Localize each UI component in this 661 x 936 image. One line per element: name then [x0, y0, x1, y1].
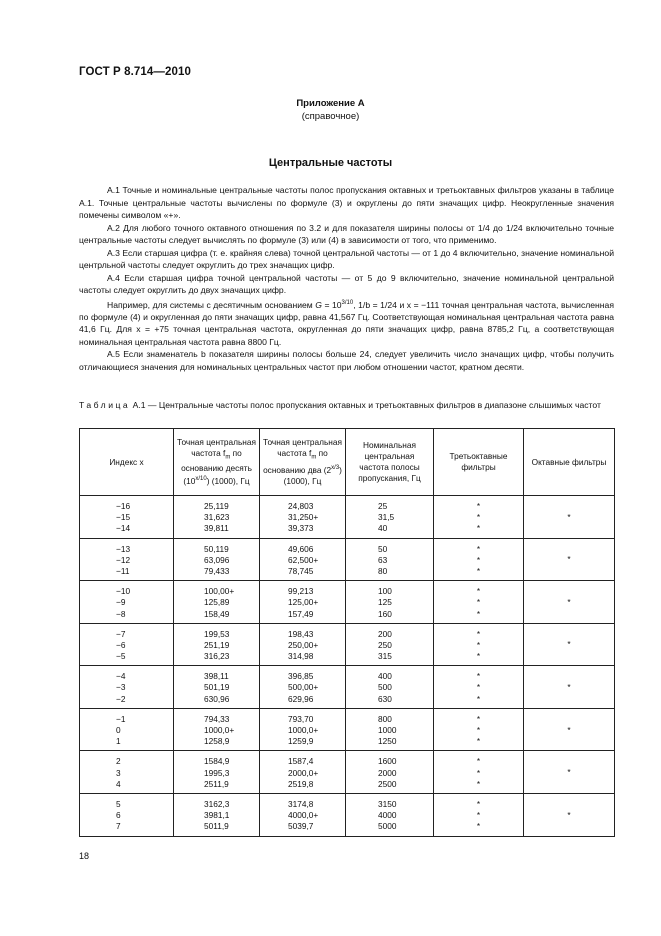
nominal-cell-value: 3150	[378, 798, 397, 809]
base2-cell-value: 78,745	[288, 565, 314, 576]
third-octave-cell-value: *	[476, 671, 481, 682]
nominal-cell-value: 1250	[378, 736, 397, 747]
base10-cell	[174, 708, 260, 751]
third-octave-cell	[434, 793, 524, 836]
third-octave-cell	[434, 581, 524, 624]
base2-cell-value: 49,606	[288, 543, 314, 554]
header-base10: Точная центральная частота $f_m$ по основанию десять $(10^{x/10})$ (1000), Гц	[174, 429, 260, 496]
base2-cell-value: 198,43	[288, 628, 314, 639]
third-octave-cell-value: *	[476, 682, 481, 693]
table-body	[80, 496, 615, 837]
third-octave-cell-value: *	[476, 713, 481, 724]
nominal-cell-value: 160	[378, 608, 392, 619]
index-cell-value: 0	[116, 725, 121, 735]
annex-type: (справочное)	[301, 111, 360, 122]
third-octave-cell	[434, 538, 524, 581]
nominal-cell-value: 1000	[378, 725, 397, 735]
index-cell-value: −13	[116, 543, 131, 554]
base2-cell-value: 500,00+	[288, 682, 319, 693]
nominal-cell-value: 400	[378, 671, 392, 682]
index-cell-value: −16	[116, 501, 131, 511]
octave-cell: *	[524, 623, 615, 666]
base10-cell-value: 63,096	[204, 554, 230, 565]
nominal-cell-value: 200	[378, 628, 392, 639]
third-octave-cell-value: *	[476, 639, 481, 650]
nominal-cell	[346, 708, 434, 751]
base10-cell-value: 794,33	[204, 713, 230, 724]
base10-cell	[174, 793, 260, 836]
nominal-cell-value: 125	[378, 597, 392, 608]
nominal-cell	[346, 793, 434, 836]
index-cell-value: −15	[116, 512, 131, 523]
index-cell-value: −7	[116, 628, 126, 639]
table-row	[80, 751, 615, 794]
octave-cell: *	[524, 751, 615, 794]
annex-title: Приложение А	[296, 98, 365, 109]
third-octave-cell	[434, 623, 524, 666]
base2-cell	[260, 623, 346, 666]
third-octave-cell	[434, 666, 524, 709]
third-octave-cell-value: *	[476, 565, 481, 576]
base2-cell-value: 4000,0+	[288, 810, 319, 821]
octave-cell: *	[524, 496, 615, 539]
index-cell-value: −11	[116, 565, 130, 576]
base10-cell-value: 501,19	[204, 682, 230, 693]
base2-cell-value: 39,373	[288, 523, 314, 534]
body-text	[79, 184, 614, 373]
third-octave-cell-value: *	[476, 608, 481, 619]
index-cell-value: 3	[116, 767, 121, 778]
base10-cell-value: 3162,3	[204, 798, 230, 809]
octave-cell: *	[524, 793, 615, 836]
base2-cell-value: 2000,0+	[288, 767, 319, 778]
base10-cell	[174, 496, 260, 539]
index-cell-value: −14	[116, 523, 131, 534]
base10-cell-value: 79,433	[204, 565, 230, 576]
paragraph-example: Например, для системы с десятичным основанием $G = 10^{3/10}$, 1/b = 1/24 и x = −111 точная центральная частота, вычисленная по формуле (4) и округленная до пяти значащих цифр, равна 41,567 Гц. Соответствующая номинальная центральная частота равна 41,6 Гц. Для x = +75 точная центральная частота, округленная до пяти значащих цифр, равна 8785,2 Гц, а соответствующая номинальная центральная частота равна 8800 Гц.	[79, 299, 614, 347]
base2-cell-value: 1587,4	[288, 756, 314, 767]
paragraph-a3: А.3 Если старшая цифра (т. е. крайняя слева) точной центральной частоты — от 1 до 4 включительно, значение номинальной центрльной частоты следует округлить до трех значащих цифр.	[79, 247, 614, 270]
index-cell	[80, 538, 174, 581]
third-octave-cell-value: *	[476, 725, 481, 735]
base10-cell-value: 50,119	[204, 543, 229, 554]
index-cell	[80, 708, 174, 751]
third-octave-cell-value: *	[476, 693, 481, 704]
index-cell-value: 4	[116, 778, 121, 789]
paragraph-a2: А.2 Для любого точного октавного отношения по 3.2 и для показателя ширины полосы от 1/4 до 1/24 включительно точные центральные частоты следует вычислять по формуле (3) или (4) в зависимости от того, что применимо.	[79, 222, 614, 245]
nominal-cell-value: 40	[378, 523, 388, 534]
index-cell-value: −5	[116, 651, 126, 662]
third-octave-cell	[434, 496, 524, 539]
third-octave-cell-value: *	[476, 767, 481, 778]
base2-cell-value: 3174,8	[288, 798, 314, 809]
nominal-cell-value: 80	[378, 565, 388, 576]
base10-cell	[174, 623, 260, 666]
page-number: 18	[79, 851, 90, 861]
third-octave-cell-value: *	[476, 512, 481, 523]
third-octave-cell-value: *	[476, 810, 481, 821]
base2-cell-value: 629,96	[288, 693, 314, 704]
paragraph-a5: А.5 Если знаменатель b показателя ширины полосы больше 24, следует увеличить число значащих цифр, чтобы получить отличающиеся значения для номинальных центральных частот при любом отношении частот, кратном десяти.	[79, 349, 614, 372]
index-cell-value: −4	[116, 671, 126, 682]
base2-cell-value: 1000,0+	[288, 725, 319, 735]
base2-cell	[260, 793, 346, 836]
index-cell	[80, 581, 174, 624]
nominal-cell	[346, 581, 434, 624]
index-cell-value: 7	[116, 821, 121, 832]
base2-cell-value: 125,00+	[288, 597, 319, 608]
base10-cell-value: 5011,9	[204, 821, 229, 832]
nominal-cell	[346, 666, 434, 709]
third-octave-cell-value: *	[476, 554, 481, 565]
base2-cell-value: 24,803	[288, 501, 314, 511]
frequency-table	[79, 428, 615, 837]
base10-cell-value: 1258,9	[204, 736, 230, 747]
base2-cell-value: 99,213	[288, 586, 314, 597]
third-octave-cell-value: *	[476, 651, 481, 662]
octave-cell: *	[524, 581, 615, 624]
base2-cell	[260, 666, 346, 709]
nominal-cell-value: 2000	[378, 767, 397, 778]
header-index: Индекс x	[80, 429, 174, 496]
header-third-octave: Третьоктавные фильтры	[434, 429, 524, 496]
base10-cell-value: 158,49	[204, 608, 230, 619]
base2-cell-value: 62,500+	[288, 554, 319, 565]
document-header: ГОСТ Р 8.714—2010	[79, 66, 191, 78]
base2-cell-value: 157,49	[288, 608, 314, 619]
base2-cell-value: 250,00+	[288, 639, 319, 650]
base10-cell-value: 1000,0+	[204, 725, 235, 735]
base10-cell-value: 398,11	[204, 671, 229, 682]
base2-cell-value: 314,98	[288, 651, 314, 662]
third-octave-cell-value: *	[476, 756, 481, 767]
index-cell-value: −6	[116, 639, 126, 650]
octave-cell: *	[524, 708, 615, 751]
base10-cell-value: 125,89	[204, 597, 230, 608]
table-row	[80, 793, 615, 836]
base2-cell-value: 5039,7	[288, 821, 314, 832]
base10-cell-value: 199,53	[204, 628, 230, 639]
third-octave-cell	[434, 751, 524, 794]
index-cell-value: −9	[116, 597, 126, 608]
base10-cell-value: 25,119	[204, 501, 229, 511]
paragraph-a1: А.1 Точные и номинальные центральные частоты полос пропускания октавных и третьоктавных фильтров указаны в таблице А.1. Точные центральные частоты вычислены по формуле (3) и округлены до пяти значащих цифр. Неокругленные значения помечены символом «+».	[79, 185, 614, 220]
base10-cell	[174, 751, 260, 794]
base2-cell	[260, 581, 346, 624]
nominal-cell-value: 4000	[378, 810, 397, 821]
index-cell-value: −8	[116, 608, 126, 619]
nominal-cell-value: 800	[378, 713, 392, 724]
index-cell-value: 6	[116, 810, 121, 821]
index-cell	[80, 666, 174, 709]
base2-cell-value: 31,250+	[288, 512, 319, 523]
index-cell-value: −12	[116, 554, 131, 565]
third-octave-cell-value: *	[476, 543, 481, 554]
third-octave-cell	[434, 708, 524, 751]
base10-cell	[174, 538, 260, 581]
third-octave-cell-value: *	[476, 778, 481, 789]
third-octave-cell-value: *	[476, 523, 481, 534]
base10-cell-value: 251,19	[204, 639, 230, 650]
header-octave: Октавные фильтры	[524, 429, 615, 496]
table-caption-prefix: Таблица	[79, 400, 131, 410]
table-row	[80, 666, 615, 709]
base10-cell-value: 1584,9	[204, 756, 230, 767]
section-title: Центральные частоты	[268, 157, 393, 169]
nominal-cell-value: 315	[378, 651, 392, 662]
table-header-row	[80, 429, 615, 496]
nominal-cell-value: 31,5	[378, 512, 395, 523]
third-octave-cell-value: *	[476, 501, 481, 511]
index-cell-value: 2	[116, 756, 121, 767]
base2-cell	[260, 751, 346, 794]
header-nominal: Номинальная центральная частота полосы пропускания, Гц	[346, 429, 434, 496]
nominal-cell-value: 1600	[378, 756, 397, 767]
base2-cell	[260, 538, 346, 581]
annex-label	[0, 97, 661, 123]
nominal-cell	[346, 538, 434, 581]
table-row	[80, 538, 615, 581]
base10-cell-value: 39,811	[204, 523, 229, 534]
nominal-cell-value: 50	[378, 543, 388, 554]
nominal-cell-value: 63	[378, 554, 388, 565]
paragraph-a4: А.4 Если старшая цифра точной центральной частоты — от 5 до 9 включительно, значение номинальной центральной частоты следует округлить до двух значащих цифр.	[79, 272, 614, 295]
base10-cell	[174, 666, 260, 709]
third-octave-cell-value: *	[476, 586, 481, 597]
third-octave-cell-value: *	[476, 597, 481, 608]
nominal-cell-value: 250	[378, 639, 392, 650]
base10-cell-value: 31,623	[204, 512, 230, 523]
index-cell-value: −3	[116, 682, 126, 693]
table-row	[80, 496, 615, 539]
nominal-cell-value: 100	[378, 586, 392, 597]
nominal-cell-value: 25	[378, 501, 388, 511]
third-octave-cell-value: *	[476, 798, 481, 809]
base10-cell-value: 3981,1	[204, 810, 230, 821]
base2-cell-value: 793,70	[288, 713, 314, 724]
nominal-cell	[346, 623, 434, 666]
base10-cell-value: 2511,9	[204, 778, 229, 789]
third-octave-cell-value: *	[476, 821, 481, 832]
third-octave-cell-value: *	[476, 736, 481, 747]
table-caption	[79, 399, 614, 412]
nominal-cell-value: 500	[378, 682, 392, 693]
index-cell	[80, 793, 174, 836]
base2-cell-value: 2519,8	[288, 778, 314, 789]
base2-cell-value: 396,85	[288, 671, 314, 682]
base10-cell-value: 630,96	[204, 693, 230, 704]
index-cell-value: −10	[116, 586, 131, 597]
table-caption-text: А.1 — Центральные частоты полос пропускания октавных и третьоктавных фильтров в диапазоне слышимых частот	[130, 400, 601, 410]
nominal-cell	[346, 751, 434, 794]
nominal-cell	[346, 496, 434, 539]
base10-cell-value: 100,00+	[204, 586, 235, 597]
base10-cell-value: 1995,3	[204, 767, 230, 778]
table-row	[80, 623, 615, 666]
base2-cell	[260, 708, 346, 751]
index-cell-value: −2	[116, 693, 126, 704]
index-cell	[80, 496, 174, 539]
nominal-cell-value: 2500	[378, 778, 397, 789]
index-cell-value: 5	[116, 798, 121, 809]
third-octave-cell-value: *	[476, 628, 481, 639]
octave-cell: *	[524, 666, 615, 709]
index-cell	[80, 751, 174, 794]
index-cell	[80, 623, 174, 666]
index-cell-value: 1	[116, 736, 121, 747]
table-row	[80, 708, 615, 751]
nominal-cell-value: 5000	[378, 821, 397, 832]
nominal-cell-value: 630	[378, 693, 392, 704]
header-base2: Точная центральная частота $f_m$ по основанию два $(2^{x/3})$ (1000), Гц	[260, 429, 346, 496]
octave-cell: *	[524, 538, 615, 581]
index-cell-value: −1	[116, 713, 126, 724]
table-row	[80, 581, 615, 624]
base10-cell	[174, 581, 260, 624]
base2-cell-value: 1259,9	[288, 736, 314, 747]
base10-cell-value: 316,23	[204, 651, 230, 662]
base2-cell	[260, 496, 346, 539]
